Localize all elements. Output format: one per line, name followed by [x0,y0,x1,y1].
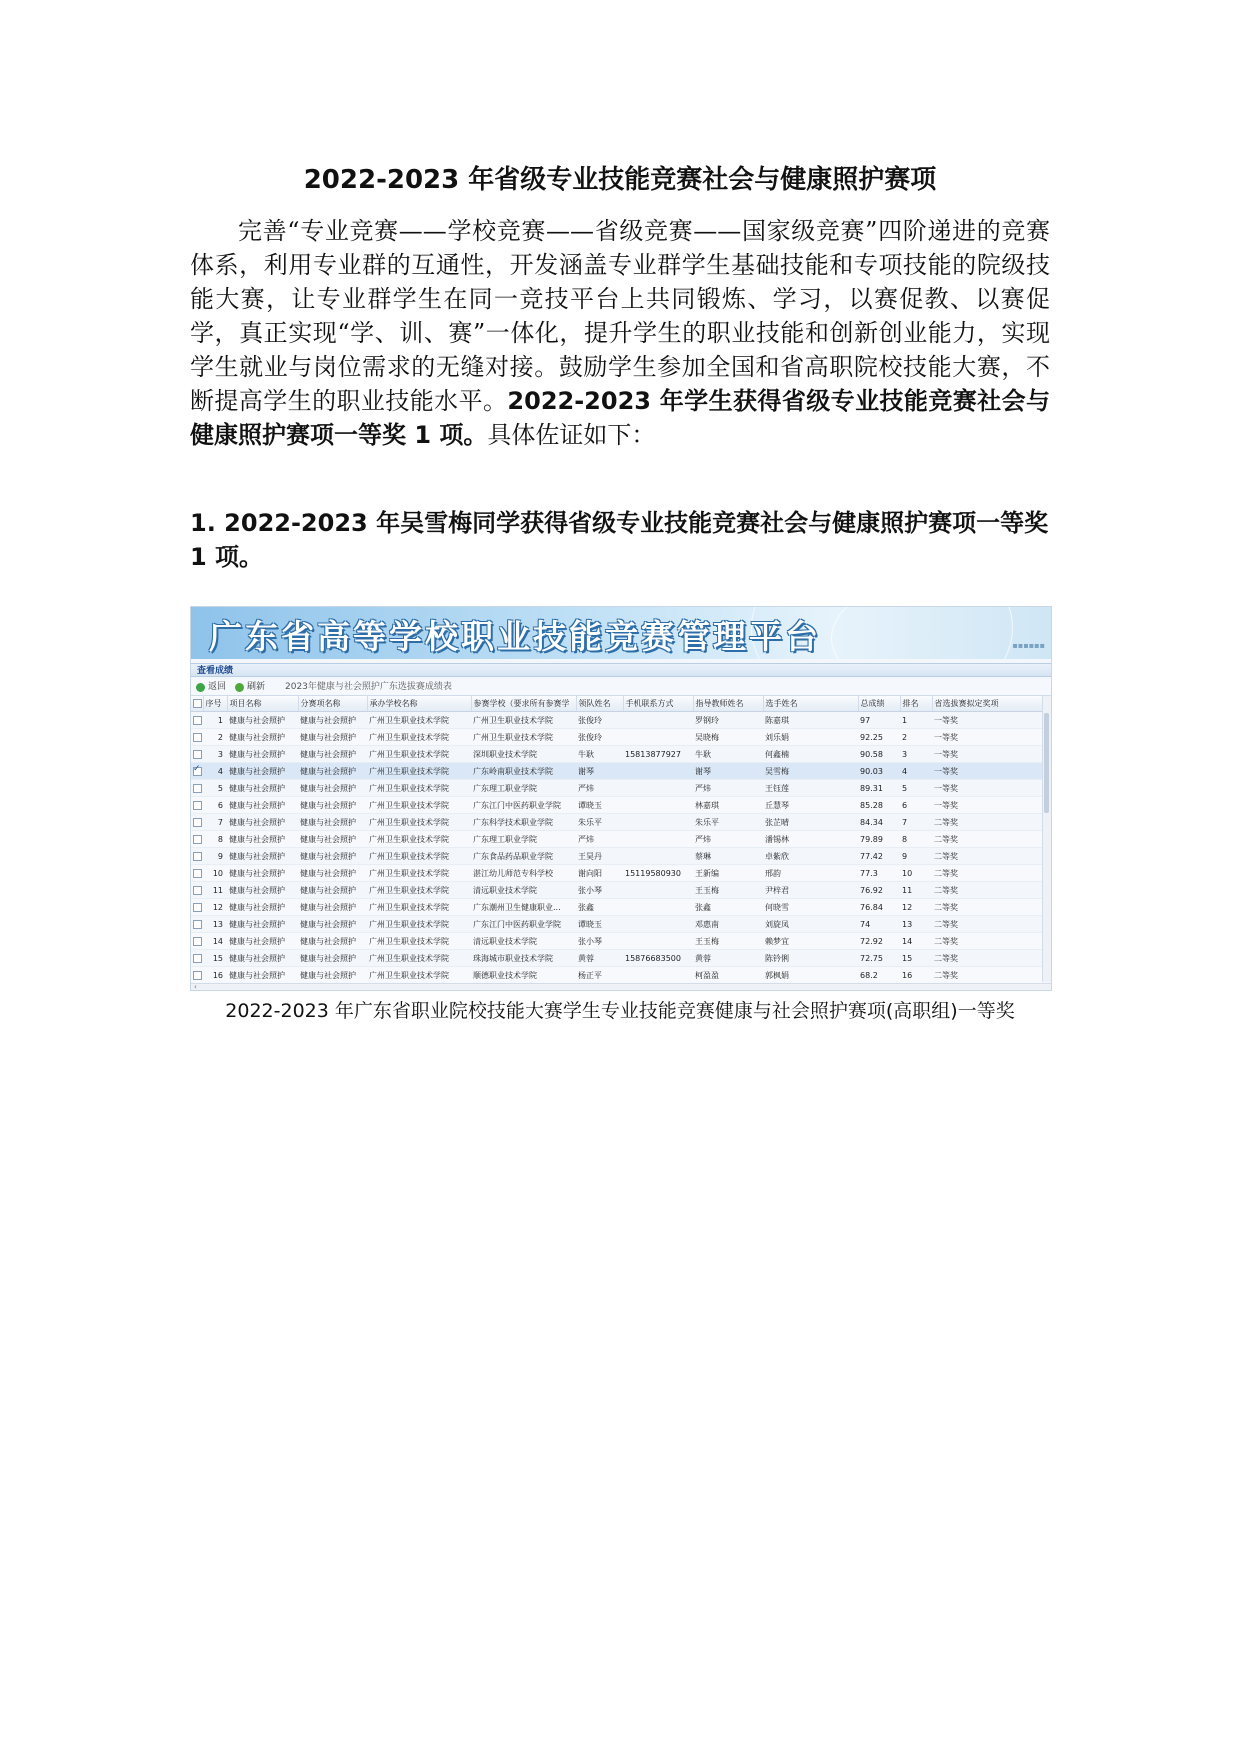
cell-sub: 健康与社会照护 [298,899,367,916]
cell-host: 广州卫生职业技术学院 [367,814,471,831]
cell-school: 广东江门中医药职业学院 [471,916,576,933]
cell-phone: 15813877927 [623,746,693,763]
cell-award: 二等奖 [932,950,1043,967]
row-checkbox[interactable] [191,746,203,763]
column-header[interactable]: 选手姓名 [763,696,858,712]
cell-leader: 张小琴 [576,933,623,950]
back-button[interactable] [196,679,226,695]
cell-leader: 朱乐平 [576,814,623,831]
cell-score: 92.25 [858,729,900,746]
cell-project: 健康与社会照护 [227,950,298,967]
cell-award: 二等奖 [932,865,1043,882]
row-checkbox[interactable] [191,899,203,916]
cell-teacher: 蔡琳 [693,848,763,865]
cell-phone [623,712,693,729]
table-row[interactable] [191,814,1043,831]
cell-project: 健康与社会照护 [227,831,298,848]
panel-title: 查看成绩 [191,663,1051,677]
toolbar [191,679,1051,696]
cell-no: 2 [203,729,227,746]
cell-school: 广东江门中医药职业学院 [471,797,576,814]
cell-leader: 严炜 [576,831,623,848]
cell-teacher: 黄蓉 [693,950,763,967]
table-row[interactable] [191,763,1043,780]
cell-host: 广州卫生职业技术学院 [367,848,471,865]
table-title: 2023年健康与社会照护广东选拔赛成绩表 [285,682,452,692]
cell-phone [623,780,693,797]
cell-rank: 8 [900,831,932,848]
cell-sub: 健康与社会照护 [298,729,367,746]
table-row[interactable] [191,797,1043,814]
cell-score: 97 [858,712,900,729]
results-table [191,696,1044,984]
intro-bold-text: 2022-2023 年学生获得省级专业技能竞赛社会与健康照护赛项一等奖 1 项。 [190,387,1050,449]
row-checkbox[interactable] [191,831,203,848]
back-icon [196,683,205,692]
banner-corner-mark: ▪▪▪▪▪▪ [1012,641,1045,650]
cell-leader: 黄蓉 [576,950,623,967]
cell-player: 陈钤俐 [763,950,858,967]
cell-teacher: 王玉梅 [693,933,763,950]
cell-rank: 13 [900,916,932,933]
table-row[interactable] [191,865,1043,882]
cell-host: 广州卫生职业技术学院 [367,882,471,899]
row-checkbox[interactable] [191,967,203,984]
cell-player: 王钰莲 [763,780,858,797]
cell-sub: 健康与社会照护 [298,933,367,950]
cell-score: 79.89 [858,831,900,848]
vertical-scrollbar[interactable] [1042,696,1051,982]
table-row[interactable] [191,950,1043,967]
intro-paragraph [190,214,1050,452]
cell-leader: 谭晓玉 [576,916,623,933]
cell-host: 广州卫生职业技术学院 [367,780,471,797]
table-row[interactable] [191,933,1043,950]
cell-rank: 3 [900,746,932,763]
banner-title: 广东省高等学校职业技能竞赛管理平台 [209,617,821,656]
column-header[interactable]: 总成绩 [858,696,900,712]
cell-player: 吴雪梅 [763,763,858,780]
table-row[interactable] [191,916,1043,933]
cell-school: 湛江幼儿师范专科学校 [471,865,576,882]
table-row[interactable] [191,712,1043,729]
cell-no: 3 [203,746,227,763]
cell-leader: 谢向阳 [576,865,623,882]
cell-score: 72.75 [858,950,900,967]
cell-school: 深圳职业技术学院 [471,746,576,763]
cell-project: 健康与社会照护 [227,848,298,865]
figure-caption: 2022-2023 年广东省职业院校技能大赛学生专业技能竞赛健康与社会照护赛项(高职组)一等奖 [225,1000,1015,1022]
cell-school: 广东潮州卫生健康职业... [471,899,576,916]
cell-no: 10 [203,865,227,882]
table-row[interactable] [191,848,1043,865]
table-row[interactable] [191,729,1043,746]
cell-player: 张芷晴 [763,814,858,831]
cell-score: 77.42 [858,848,900,865]
row-checkbox[interactable] [191,797,203,814]
cell-no: 8 [203,831,227,848]
cell-score: 76.84 [858,899,900,916]
column-header[interactable]: 项目名称 [227,696,298,712]
cell-score: 90.03 [858,763,900,780]
refresh-label: 刷新 [247,682,266,692]
cell-project: 健康与社会照护 [227,967,298,984]
cell-school: 广东理工职业学院 [471,780,576,797]
table-row[interactable] [191,899,1043,916]
cell-award: 二等奖 [932,882,1043,899]
intro-tail-text: 具体佐证如下： [487,421,656,449]
cell-sub: 健康与社会照护 [298,797,367,814]
cell-project: 健康与社会照护 [227,746,298,763]
cell-score: 68.2 [858,967,900,984]
table-row[interactable] [191,831,1043,848]
cell-player: 潘锡林 [763,831,858,848]
cell-leader: 牛耿 [576,746,623,763]
cell-no: 5 [203,780,227,797]
cell-score: 85.28 [858,797,900,814]
column-header[interactable]: 参赛学校（要求所有参赛学 [471,696,576,712]
cell-rank: 11 [900,882,932,899]
cell-sub: 健康与社会照护 [298,967,367,984]
cell-award: 一等奖 [932,763,1043,780]
cell-host: 广州卫生职业技术学院 [367,729,471,746]
cell-school: 广州卫生职业技术学院 [471,712,576,729]
cell-phone [623,831,693,848]
cell-award: 一等奖 [932,712,1043,729]
cell-teacher: 林嘉琪 [693,797,763,814]
cell-award: 二等奖 [932,831,1043,848]
cell-leader: 张鑫 [576,899,623,916]
cell-school: 广东岭南职业技术学院 [471,763,576,780]
cell-player: 陈嘉琪 [763,712,858,729]
cell-teacher: 柯盈盈 [693,967,763,984]
cell-score: 77.3 [858,865,900,882]
cell-player: 卓紫欣 [763,848,858,865]
cell-teacher: 谢琴 [693,763,763,780]
column-header[interactable]: 指导教师姓名 [693,696,763,712]
cell-leader: 谢琴 [576,763,623,780]
cell-rank: 14 [900,933,932,950]
cell-phone [623,933,693,950]
cell-leader: 张俊玲 [576,712,623,729]
cell-no: 13 [203,916,227,933]
table-body [191,712,1043,984]
cell-teacher: 邓惠南 [693,916,763,933]
cell-rank: 2 [900,729,932,746]
cell-teacher: 严炜 [693,831,763,848]
cell-sub: 健康与社会照护 [298,950,367,967]
cell-score: 90.58 [858,746,900,763]
cell-no: 6 [203,797,227,814]
cell-no: 4 [203,763,227,780]
back-label: 返回 [208,682,227,692]
cell-player: 刘旋凤 [763,916,858,933]
cell-no: 12 [203,899,227,916]
cell-rank: 10 [900,865,932,882]
cell-sub: 健康与社会照护 [298,763,367,780]
cell-player: 邢韵 [763,865,858,882]
row-checkbox[interactable] [191,916,203,933]
cell-sub: 健康与社会照护 [298,746,367,763]
cell-school: 顺德职业技术学院 [471,967,576,984]
cell-leader: 谭晓玉 [576,797,623,814]
cell-phone [623,967,693,984]
cell-award: 一等奖 [932,780,1043,797]
cell-sub: 健康与社会照护 [298,916,367,933]
cell-sub: 健康与社会照护 [298,865,367,882]
cell-host: 广州卫生职业技术学院 [367,746,471,763]
cell-player: 丘慧琴 [763,797,858,814]
cell-project: 健康与社会照护 [227,865,298,882]
cell-rank: 7 [900,814,932,831]
cell-sub: 健康与社会照护 [298,882,367,899]
cell-school: 珠海城市职业技术学院 [471,950,576,967]
cell-no: 15 [203,950,227,967]
cell-no: 14 [203,933,227,950]
cell-player: 刘乐娟 [763,729,858,746]
cell-project: 健康与社会照护 [227,882,298,899]
cell-player: 尹梓君 [763,882,858,899]
cell-phone [623,763,693,780]
cell-award: 二等奖 [932,814,1043,831]
cell-host: 广州卫生职业技术学院 [367,712,471,729]
cell-host: 广州卫生职业技术学院 [367,865,471,882]
cell-no: 11 [203,882,227,899]
cell-rank: 4 [900,763,932,780]
cell-host: 广州卫生职业技术学院 [367,831,471,848]
cell-project: 健康与社会照护 [227,916,298,933]
table-header-row [191,696,1043,712]
cell-project: 健康与社会照护 [227,712,298,729]
table-row[interactable] [191,882,1043,899]
row-checkbox[interactable] [191,763,203,780]
cell-phone: 15876683500 [623,950,693,967]
cell-rank: 5 [900,780,932,797]
cell-teacher: 王新编 [693,865,763,882]
banner-decoration [831,607,1051,659]
cell-project: 健康与社会照护 [227,933,298,950]
cell-school: 广东食品药品职业学院 [471,848,576,865]
cell-host: 广州卫生职业技术学院 [367,797,471,814]
row-checkbox[interactable] [191,865,203,882]
cell-phone [623,916,693,933]
cell-award: 一等奖 [932,797,1043,814]
cell-school: 广东科学技术职业学院 [471,814,576,831]
cell-teacher: 罗钢玲 [693,712,763,729]
cell-award: 一等奖 [932,729,1043,746]
cell-award: 二等奖 [932,933,1043,950]
cell-school: 清远职业技术学院 [471,882,576,899]
cell-project: 健康与社会照护 [227,763,298,780]
table-row[interactable] [191,780,1043,797]
row-checkbox[interactable] [191,729,203,746]
cell-school: 广东理工职业学院 [471,831,576,848]
cell-rank: 12 [900,899,932,916]
cell-project: 健康与社会照护 [227,814,298,831]
column-header[interactable]: 手机联系方式 [623,696,693,712]
cell-phone [623,848,693,865]
cell-rank: 6 [900,797,932,814]
cell-rank: 1 [900,712,932,729]
column-header[interactable]: 省选拔赛拟定奖项 [932,696,1043,712]
cell-host: 广州卫生职业技术学院 [367,899,471,916]
horizontal-scrollbar[interactable]: ‹ [191,983,1051,990]
cell-rank: 15 [900,950,932,967]
cell-host: 广州卫生职业技术学院 [367,763,471,780]
cell-teacher: 王玉梅 [693,882,763,899]
refresh-icon [235,683,244,692]
cell-sub: 健康与社会照护 [298,831,367,848]
column-header[interactable]: 承办学校名称 [367,696,471,712]
cell-phone: 15119580930 [623,865,693,882]
cell-leader: 严炜 [576,780,623,797]
cell-player: 何晓雪 [763,899,858,916]
cell-project: 健康与社会照护 [227,780,298,797]
cell-phone [623,814,693,831]
cell-host: 广州卫生职业技术学院 [367,950,471,967]
cell-award: 二等奖 [932,899,1043,916]
scroll-thumb[interactable] [1044,713,1049,813]
cell-award: 一等奖 [932,746,1043,763]
cell-teacher: 吴晓梅 [693,729,763,746]
cell-score: 72.92 [858,933,900,950]
column-header[interactable]: 领队姓名 [576,696,623,712]
cell-score: 76.92 [858,882,900,899]
cell-sub: 健康与社会照护 [298,848,367,865]
cell-no: 16 [203,967,227,984]
section-heading: 1. 2022-2023 年吴雪梅同学获得省级专业技能竞赛社会与健康照护赛项一等奖 1 项。 [190,509,1049,571]
select-all-checkbox[interactable] [191,696,203,712]
cell-sub: 健康与社会照护 [298,712,367,729]
column-header[interactable]: 序号 [203,696,227,712]
table-row[interactable] [191,746,1043,763]
intro-text: 完善“专业竞赛——学校竞赛——省级竞赛——国家级竞赛”四阶递进的竞赛体系，利用专业群的互通性，开发涵盖专业群学生基础技能和专项技能的院级技能大赛，让专业群学生在同一竞技平台上共同锻炼、学习，以赛促教、以赛促学，真正实现“学、训、赛”一体化，提升学生的职业技能和创新创业能力，实现学生就业与岗位需求的无缝对接。鼓励学生参加全国和省高职院校技能大赛，不断提高学生的职业技能水平。 [190,217,1050,415]
cell-phone [623,899,693,916]
cell-no: 7 [203,814,227,831]
cell-no: 9 [203,848,227,865]
row-checkbox[interactable] [191,933,203,950]
refresh-button[interactable] [235,679,265,695]
cell-school: 广州卫生职业技术学院 [471,729,576,746]
column-header[interactable]: 分赛项名称 [298,696,367,712]
cell-phone [623,729,693,746]
cell-project: 健康与社会照护 [227,899,298,916]
cell-sub: 健康与社会照护 [298,814,367,831]
cell-teacher: 张鑫 [693,899,763,916]
cell-host: 广州卫生职业技术学院 [367,933,471,950]
row-checkbox[interactable] [191,814,203,831]
cell-rank: 16 [900,967,932,984]
cell-score: 89.31 [858,780,900,797]
cell-sub: 健康与社会照护 [298,780,367,797]
cell-teacher: 朱乐平 [693,814,763,831]
row-checkbox[interactable] [191,950,203,967]
cell-leader: 杨正平 [576,967,623,984]
cell-phone [623,882,693,899]
cell-player: 何鑫楠 [763,746,858,763]
cell-phone [623,797,693,814]
cell-school: 清远职业技术学院 [471,933,576,950]
document-title: 2022-2023 年省级专业技能竞赛社会与健康照护赛项 [303,165,937,195]
cell-project: 健康与社会照护 [227,797,298,814]
cell-leader: 张小琴 [576,882,623,899]
cell-player: 郭枫娟 [763,967,858,984]
cell-no: 1 [203,712,227,729]
row-checkbox[interactable] [191,780,203,797]
cell-host: 广州卫生职业技术学院 [367,916,471,933]
cell-project: 健康与社会照护 [227,729,298,746]
cell-rank: 9 [900,848,932,865]
row-checkbox[interactable] [191,848,203,865]
cell-teacher: 严炜 [693,780,763,797]
cell-award: 二等奖 [932,848,1043,865]
results-screenshot [190,606,1052,991]
platform-banner [191,607,1051,659]
row-checkbox[interactable] [191,712,203,729]
row-checkbox[interactable] [191,882,203,899]
cell-score: 84.34 [858,814,900,831]
cell-score: 74 [858,916,900,933]
cell-award: 二等奖 [932,916,1043,933]
cell-leader: 王昊丹 [576,848,623,865]
cell-leader: 张俊玲 [576,729,623,746]
cell-teacher: 牛耿 [693,746,763,763]
cell-player: 赖梦宜 [763,933,858,950]
column-header[interactable]: 排名 [900,696,932,712]
cell-award: 二等奖 [932,967,1043,984]
table-row[interactable] [191,967,1043,984]
cell-host: 广州卫生职业技术学院 [367,967,471,984]
